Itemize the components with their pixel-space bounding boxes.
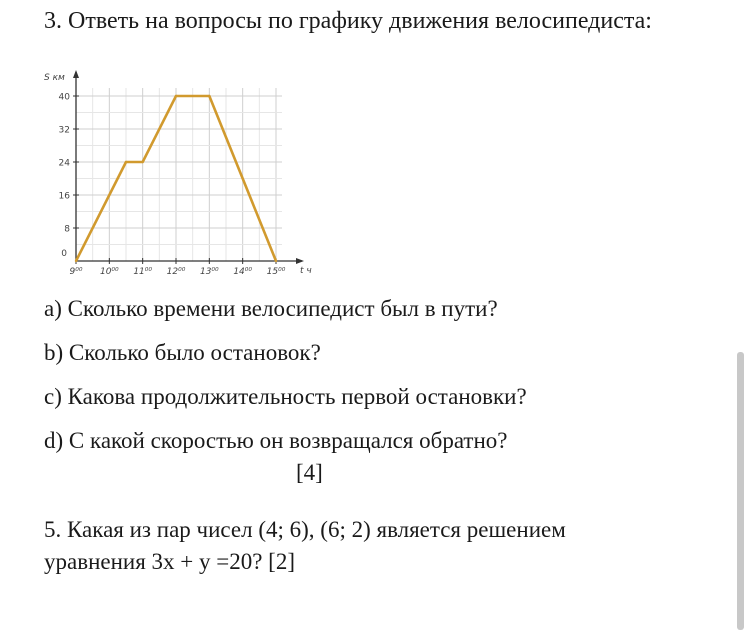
y-axis-arrow xyxy=(73,70,79,78)
chart-grid xyxy=(76,88,282,261)
data-point xyxy=(208,95,210,97)
chart-ticks xyxy=(73,96,276,264)
x-tick-label: 12⁰⁰ xyxy=(166,267,186,277)
task5-line1: 5. Какая из пар чисел (4; 6), (6; 2) является решением xyxy=(44,517,566,542)
x-axis-arrow xyxy=(296,258,304,264)
origin-label: 0 xyxy=(61,249,67,259)
y-tick-label: 40 xyxy=(58,92,70,103)
y-tick-label: 24 xyxy=(58,158,70,169)
x-tick-label: 15⁰⁰ xyxy=(266,267,286,277)
y-axis-title: S км xyxy=(44,73,65,83)
data-point xyxy=(175,95,177,97)
y-tick-label: 8 xyxy=(64,224,70,235)
x-tick-label: 9⁰⁰ xyxy=(69,267,83,277)
chart-axes xyxy=(73,70,304,264)
data-point xyxy=(125,161,127,163)
vertical-scrollbar[interactable] xyxy=(737,352,744,630)
question-d: d) С какой скоростью он возвращался обратно? xyxy=(44,428,508,453)
question-b: b) Сколько было остановок? xyxy=(44,340,321,365)
task3-points: [4] xyxy=(296,460,323,485)
task5-line2: уравнения 3х + у =20? [2] xyxy=(44,549,296,574)
y-tick-label: 16 xyxy=(58,191,70,202)
data-point xyxy=(75,260,77,262)
x-tick-label: 11⁰⁰ xyxy=(133,267,153,277)
question-a: a) Сколько времени велосипедист был в пути? xyxy=(44,296,498,321)
x-tick-label: 13⁰⁰ xyxy=(199,267,219,277)
x-tick-label: 14⁰⁰ xyxy=(233,267,253,277)
question-c: c) Какова продолжительность первой остановки? xyxy=(44,384,527,409)
task3-heading: 3. Ответь на вопросы по графику движения велосипедиста: xyxy=(44,8,652,34)
data-point xyxy=(141,161,143,163)
x-axis-title: t ч xyxy=(300,266,312,276)
data-point xyxy=(275,260,277,262)
cyclist-distance-chart xyxy=(36,66,326,281)
x-tick-label: 10⁰⁰ xyxy=(99,267,119,277)
y-tick-label: 32 xyxy=(58,125,70,136)
